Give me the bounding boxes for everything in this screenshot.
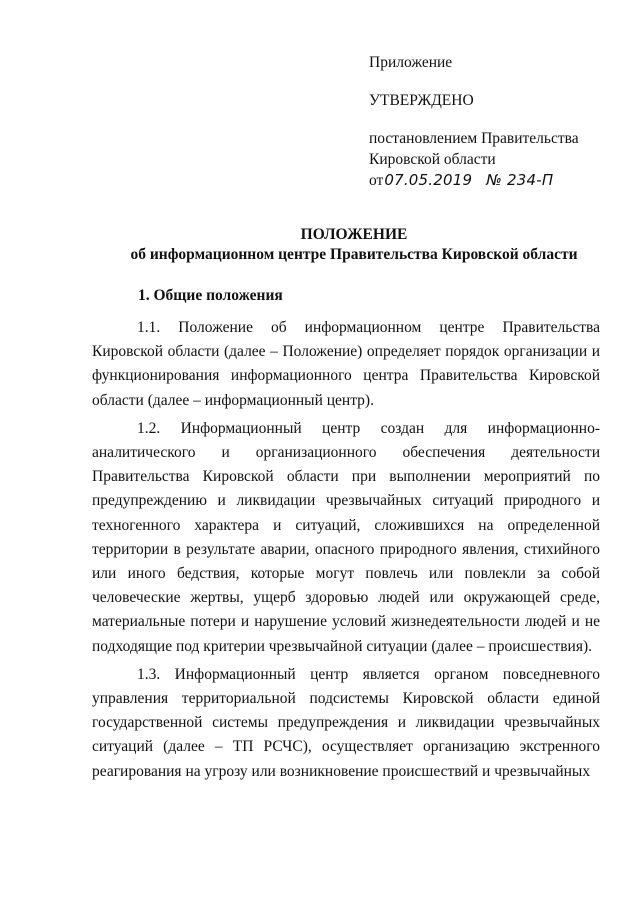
handwritten-number: № 234-П <box>486 171 554 189</box>
approval-block <box>369 52 629 191</box>
from-prefix: от <box>369 172 384 189</box>
decree-date-number <box>369 170 629 191</box>
document-title: ПОЛОЖЕНИЕ <box>300 226 408 243</box>
decree-line-2: Кировской области <box>369 151 496 168</box>
approved-label: УТВЕРЖДЕНО <box>369 92 474 109</box>
paragraph-1-2: 1.2. Информационный центр создан для информационно-аналитического и организационного обеспечения деятельности Правительства Кировской области при выполнении мероприятий по предупреждению и ликвидации чрезвычайных ситуаций природного и техногенного характера и ситуаций, сложившихся на определенной территории в результате аварии, опасного природного явления, стихийного или иного бедствия, которые могут повлечь или повлекли за собой человеческие жертвы, ущерб здоровью людей или окружающей среде, материальные потери и нарушение условий жизнедеятельности людей и не подходящие под критерии чрезвычайной ситуации (далее – происшествия). <box>92 419 600 655</box>
body-text <box>92 316 600 788</box>
document-subtitle: об информационном центре Правительства Кировской области <box>130 246 578 263</box>
decree-line-1: постановлением Правительства <box>369 130 579 147</box>
paragraph-1-1: 1.1. Положение об информационном центре Правительства Кировской области (далее – Положение) определяет порядок организации и функционирования информационного центра Правительства Кировской области (далее – информационный центр). <box>92 319 600 409</box>
handwritten-date: 07.05.2019 <box>384 171 473 189</box>
appendix-label: Приложение <box>369 54 453 71</box>
paragraph-1-3: 1.3. Информационный центр является органом повседневного управления территориальной подсистемы Кировской области единой государственной системы предупреждения и ликвидации чрезвычайных ситуаций (далее – ТП РСЧС), осуществляет организацию экстренного реагирования на угрозу или возникновение происшествий и чрезвычайных <box>92 665 600 780</box>
section-heading: 1. Общие положения <box>138 287 283 304</box>
